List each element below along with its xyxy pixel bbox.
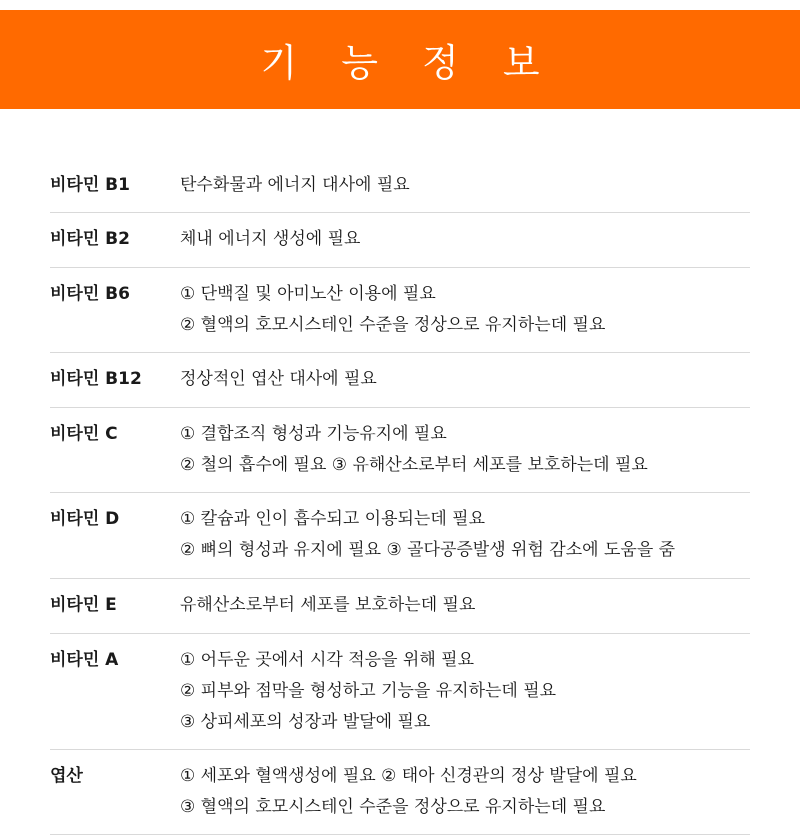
function-line: ① 어두운 곳에서 시각 적응을 위해 필요 [180, 650, 474, 670]
nutrient-function [180, 764, 750, 819]
table-row [50, 579, 750, 634]
function-line: ② 철의 흡수에 필요 ③ 유해산소로부터 세포를 보호하는데 필요 [180, 455, 648, 475]
nutrient-name: 비타민 E [50, 595, 117, 615]
function-line: 탄수화물과 에너지 대사에 필요 [180, 175, 410, 195]
table-row [50, 493, 750, 579]
table-row [50, 268, 750, 353]
table-row [50, 634, 750, 750]
top-margin [0, 0, 800, 10]
nutrient-function [180, 507, 750, 562]
function-line: ③ 혈액의 호모시스테인 수준을 정상으로 유지하는데 필요 [180, 797, 606, 817]
function-line: ① 칼슘과 인이 흡수되고 이용되는데 필요 [180, 509, 486, 529]
nutrient-name: 비타민 B12 [50, 369, 142, 389]
function-line: ② 피부와 점막을 형성하고 기능을 유지하는데 필요 [180, 681, 557, 701]
nutrient-function [180, 367, 750, 391]
function-line: ① 결합조직 형성과 기능유지에 필요 [180, 424, 447, 444]
function-line: ② 혈액의 호모시스테인 수준을 정상으로 유지하는데 필요 [180, 315, 606, 335]
nutrient-function [180, 282, 750, 337]
nutrient-name: 엽산 [50, 766, 83, 786]
table-row [50, 750, 750, 835]
nutrient-function [180, 422, 750, 477]
function-line: ② 뼈의 형성과 유지에 필요 ③ 골다공증발생 위험 감소에 도움을 줌 [180, 540, 676, 560]
function-info-table [50, 159, 750, 835]
nutrient-name: 비타민 B2 [50, 229, 130, 249]
nutrient-function [180, 593, 750, 617]
title-banner [0, 10, 800, 109]
function-line: 체내 에너지 생성에 필요 [180, 229, 361, 249]
nutrient-name: 비타민 C [50, 424, 118, 444]
function-line: 유해산소로부터 세포를 보호하는데 필요 [180, 595, 476, 615]
nutrient-name: 비타민 D [50, 509, 120, 529]
nutrient-function [180, 648, 750, 734]
nutrient-name: 비타민 B6 [50, 284, 130, 304]
nutrient-name: 비타민 B1 [50, 175, 130, 195]
nutrient-function [180, 173, 750, 197]
table-row [50, 213, 750, 268]
page-title: 기 능 정 보 [260, 41, 556, 85]
table-row [50, 353, 750, 408]
nutrient-name: 비타민 A [50, 650, 119, 670]
table-row [50, 159, 750, 213]
function-line: ③ 상피세포의 성장과 발달에 필요 [180, 712, 431, 732]
function-line: ① 세포와 혈액생성에 필요 ② 태아 신경관의 정상 발달에 필요 [180, 766, 637, 786]
nutrient-function [180, 227, 750, 251]
table-row [50, 408, 750, 493]
function-line: 정상적인 엽산 대사에 필요 [180, 369, 377, 389]
function-line: ① 단백질 및 아미노산 이용에 필요 [180, 284, 436, 304]
